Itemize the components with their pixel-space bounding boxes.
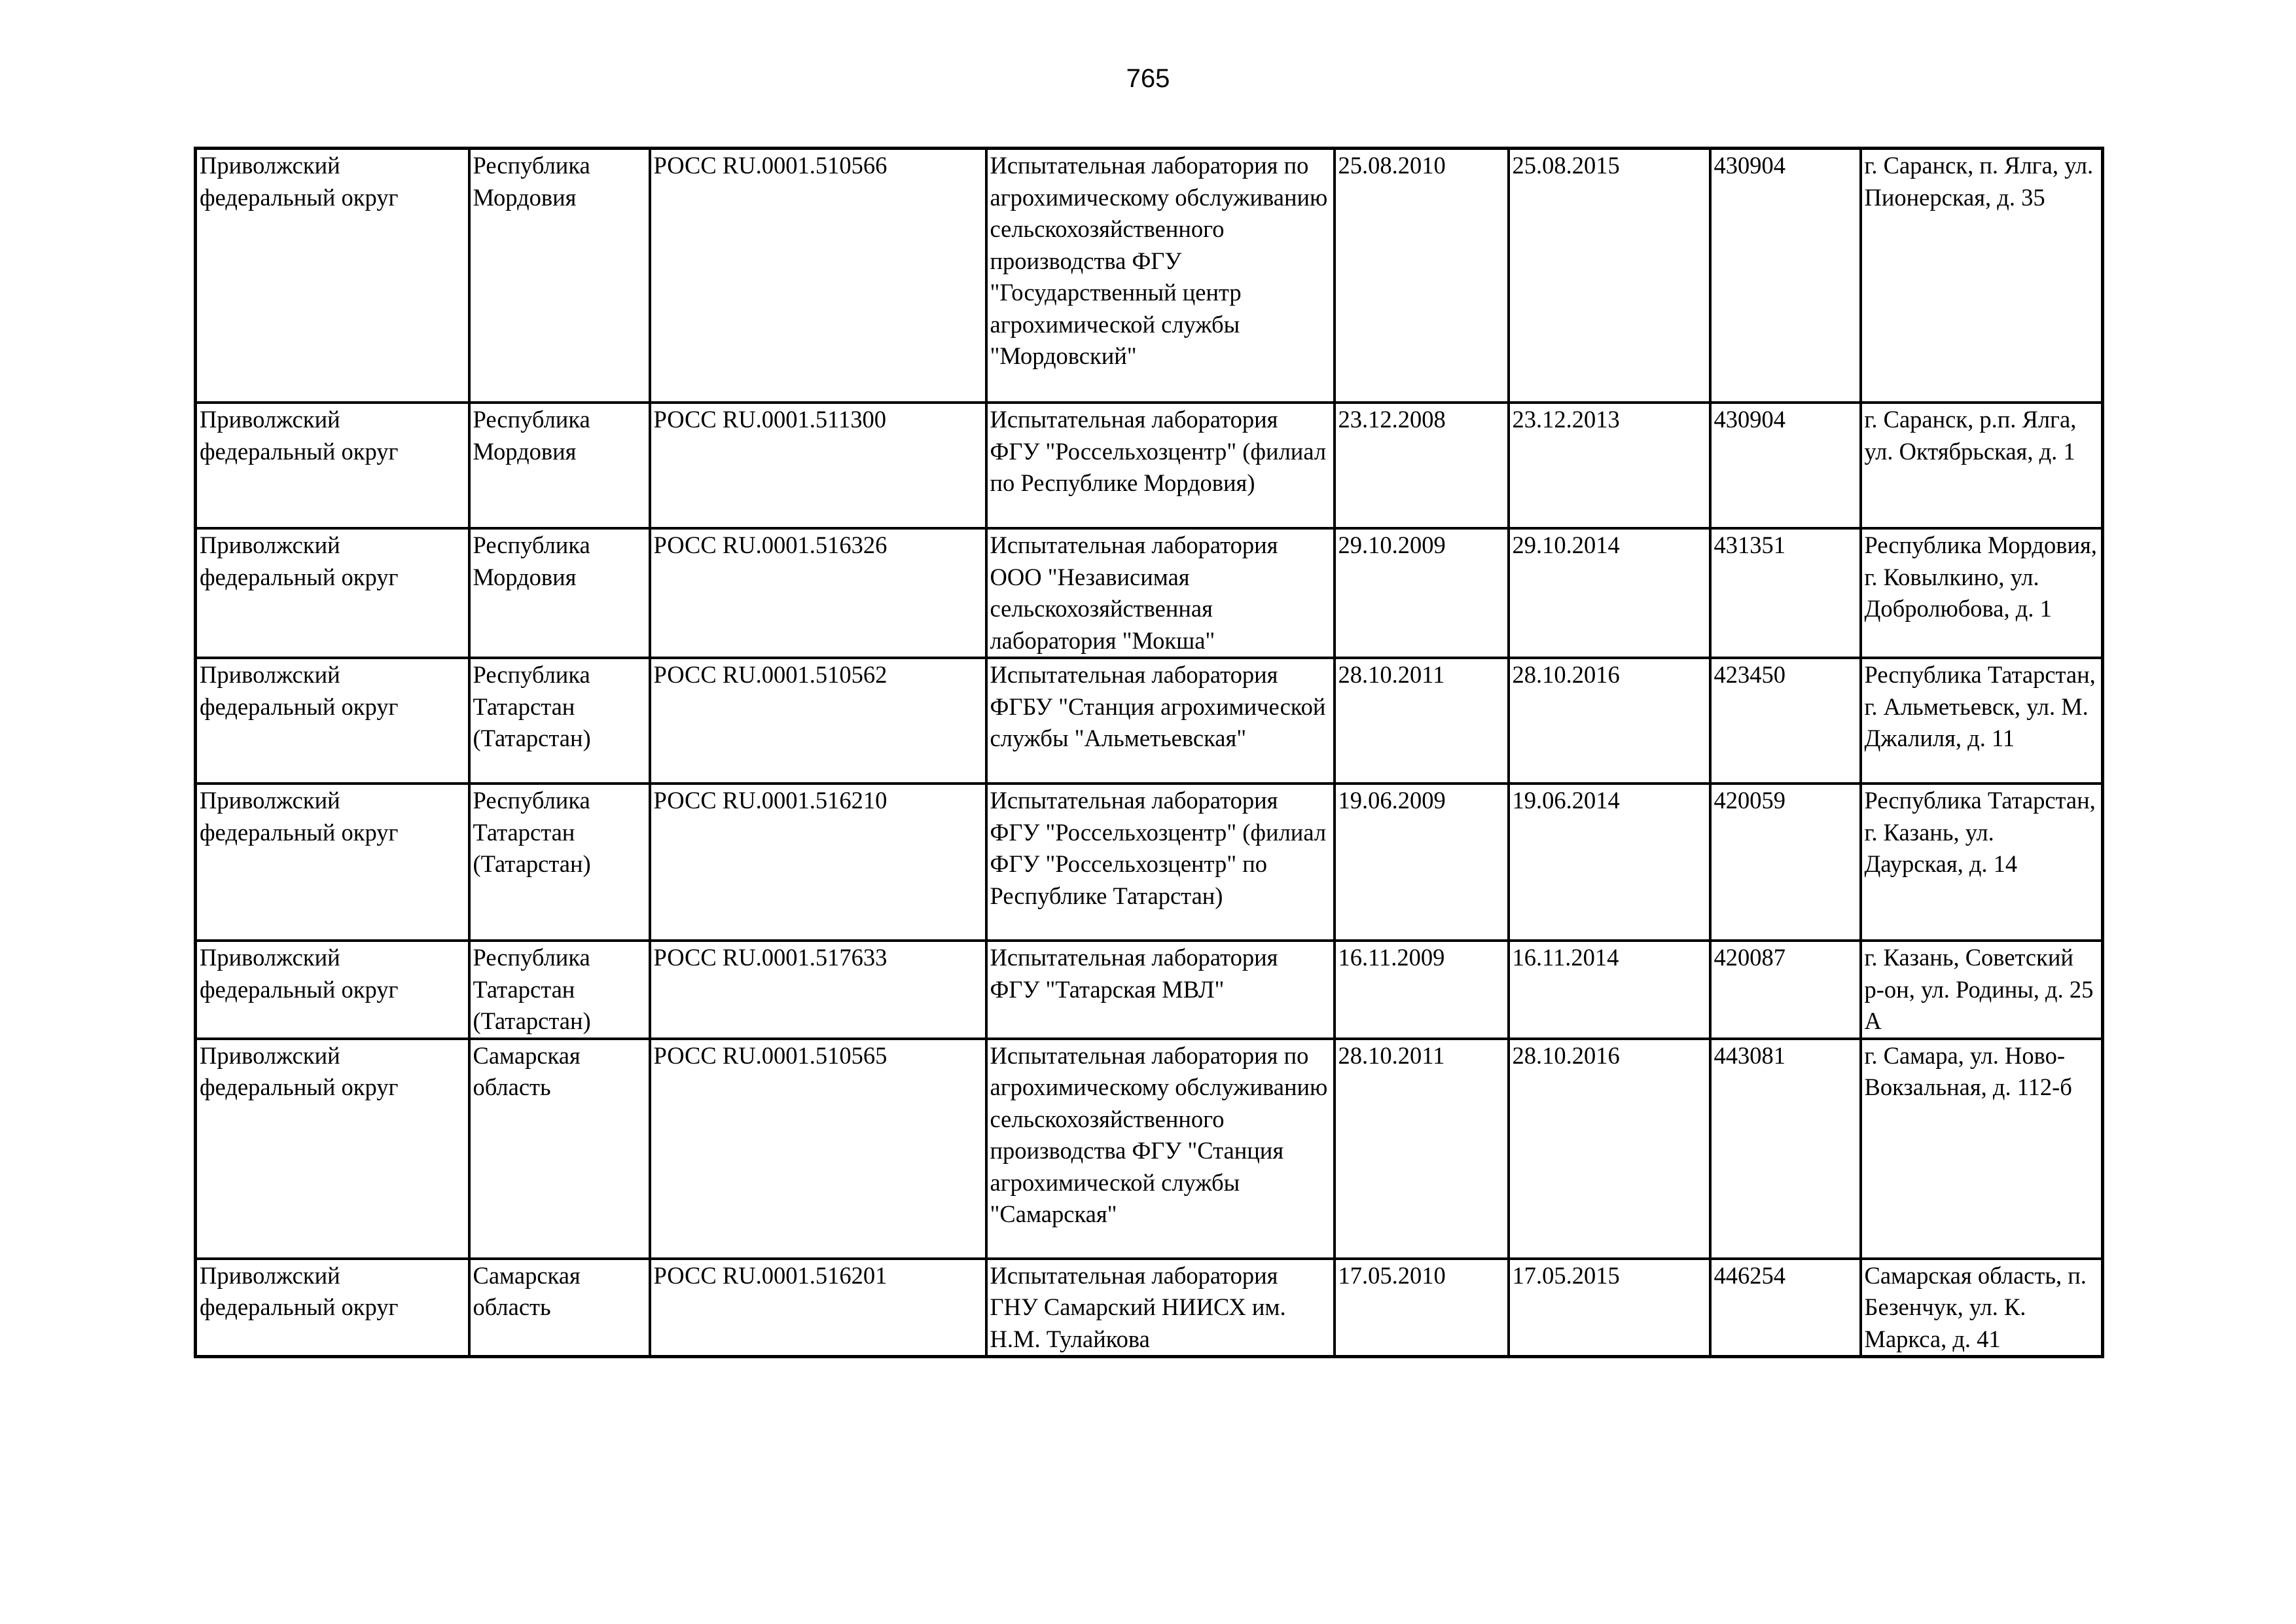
organization-cell: Испытательная лаборатория по агрохимическому обслуживанию сельскохозяйственного производства ФГУ "Станция агрохимической службы "Самарская" xyxy=(986,1039,1335,1259)
date-to-cell: 17.05.2015 xyxy=(1509,1259,1710,1357)
region-cell: Республика Мордовия xyxy=(469,528,650,658)
registration-number-cell: РОСС RU.0001.516326 xyxy=(650,528,986,658)
postal-code-cell: 420059 xyxy=(1710,784,1861,941)
table-row xyxy=(196,528,2103,658)
district-cell: Приволжский федеральный округ xyxy=(196,1039,469,1259)
registration-number-cell: РОСС RU.0001.516210 xyxy=(650,784,986,941)
date-from-cell: 28.10.2011 xyxy=(1335,658,1509,784)
district-cell: Приволжский федеральный округ xyxy=(196,528,469,658)
date-to-cell: 16.11.2014 xyxy=(1509,941,1710,1039)
date-from-cell: 17.05.2010 xyxy=(1335,1259,1509,1357)
region-cell: Республика Татарстан (Татарстан) xyxy=(469,784,650,941)
address-cell: Республика Татарстан, г. Альметьевск, ул. М. Джалиля, д. 11 xyxy=(1861,658,2103,784)
date-to-cell: 28.10.2016 xyxy=(1509,658,1710,784)
date-to-cell: 25.08.2015 xyxy=(1509,149,1710,403)
address-cell: г. Саранск, р.п. Ялга, ул. Октябрьская, д. 1 xyxy=(1861,403,2103,528)
postal-code-cell: 430904 xyxy=(1710,149,1861,403)
registration-number-cell: РОСС RU.0001.517633 xyxy=(650,941,986,1039)
address-cell: Республика Мордовия, г. Ковылкино, ул. Добролюбова, д. 1 xyxy=(1861,528,2103,658)
table-row xyxy=(196,403,2103,528)
organization-cell: Испытательная лаборатория ФГУ "Татарская МВЛ" xyxy=(986,941,1335,1039)
address-cell: Республика Татарстан, г. Казань, ул. Даурская, д. 14 xyxy=(1861,784,2103,941)
postal-code-cell: 423450 xyxy=(1710,658,1861,784)
date-to-cell: 29.10.2014 xyxy=(1509,528,1710,658)
region-cell: Республика Татарстан (Татарстан) xyxy=(469,941,650,1039)
district-cell: Приволжский федеральный округ xyxy=(196,941,469,1039)
date-from-cell: 25.08.2010 xyxy=(1335,149,1509,403)
district-cell: Приволжский федеральный округ xyxy=(196,149,469,403)
table-row xyxy=(196,658,2103,784)
organization-cell: Испытательная лаборатория по агрохимическому обслуживанию сельскохозяйственного производства ФГУ "Государственный центр агрохимической службы "Мордовский" xyxy=(986,149,1335,403)
district-cell: Приволжский федеральный округ xyxy=(196,1259,469,1357)
registration-number-cell: РОСС RU.0001.511300 xyxy=(650,403,986,528)
organization-cell: Испытательная лаборатория ФГБУ "Станция агрохимической службы "Альметьевская" xyxy=(986,658,1335,784)
region-cell: Республика Мордовия xyxy=(469,403,650,528)
district-cell: Приволжский федеральный округ xyxy=(196,658,469,784)
address-cell: Самарская область, п. Безенчук, ул. К. Маркса, д. 41 xyxy=(1861,1259,2103,1357)
date-from-cell: 19.06.2009 xyxy=(1335,784,1509,941)
date-to-cell: 19.06.2014 xyxy=(1509,784,1710,941)
registration-number-cell: РОСС RU.0001.510562 xyxy=(650,658,986,784)
page-number: 765 xyxy=(1126,64,1170,93)
address-cell: г. Саранск, п. Ялга, ул. Пионерская, д. 35 xyxy=(1861,149,2103,403)
table-row xyxy=(196,1039,2103,1259)
date-from-cell: 23.12.2008 xyxy=(1335,403,1509,528)
registration-number-cell: РОСС RU.0001.516201 xyxy=(650,1259,986,1357)
table-row xyxy=(196,1259,2103,1357)
table-row xyxy=(196,784,2103,941)
organization-cell: Испытательная лаборатория ООО "Независимая сельскохозяйственная лаборатория "Мокша" xyxy=(986,528,1335,658)
date-from-cell: 28.10.2011 xyxy=(1335,1039,1509,1259)
postal-code-cell: 443081 xyxy=(1710,1039,1861,1259)
district-cell: Приволжский федеральный округ xyxy=(196,403,469,528)
laboratory-registry-table xyxy=(194,147,2104,1358)
organization-cell: Испытательная лаборатория ФГУ "Россельхозцентр" (филиал по Республике Мордовия) xyxy=(986,403,1335,528)
date-to-cell: 23.12.2013 xyxy=(1509,403,1710,528)
postal-code-cell: 420087 xyxy=(1710,941,1861,1039)
region-cell: Самарская область xyxy=(469,1259,650,1357)
region-cell: Республика Татарстан (Татарстан) xyxy=(469,658,650,784)
address-cell: г. Самара, ул. Ново-Вокзальная, д. 112-б xyxy=(1861,1039,2103,1259)
address-cell: г. Казань, Советский р-он, ул. Родины, д. 25 А xyxy=(1861,941,2103,1039)
table-row xyxy=(196,941,2103,1039)
date-from-cell: 16.11.2009 xyxy=(1335,941,1509,1039)
region-cell: Самарская область xyxy=(469,1039,650,1259)
table-row xyxy=(196,149,2103,403)
postal-code-cell: 430904 xyxy=(1710,403,1861,528)
postal-code-cell: 446254 xyxy=(1710,1259,1861,1357)
organization-cell: Испытательная лаборатория ГНУ Самарский НИИСХ им. Н.М. Тулайкова xyxy=(986,1259,1335,1357)
district-cell: Приволжский федеральный округ xyxy=(196,784,469,941)
postal-code-cell: 431351 xyxy=(1710,528,1861,658)
date-from-cell: 29.10.2009 xyxy=(1335,528,1509,658)
region-cell: Республика Мордовия xyxy=(469,149,650,403)
organization-cell: Испытательная лаборатория ФГУ "Россельхозцентр" (филиал ФГУ "Россельхозцентр" по Республике Татарстан) xyxy=(986,784,1335,941)
registration-number-cell: РОСС RU.0001.510566 xyxy=(650,149,986,403)
date-to-cell: 28.10.2016 xyxy=(1509,1039,1710,1259)
registration-number-cell: РОСС RU.0001.510565 xyxy=(650,1039,986,1259)
